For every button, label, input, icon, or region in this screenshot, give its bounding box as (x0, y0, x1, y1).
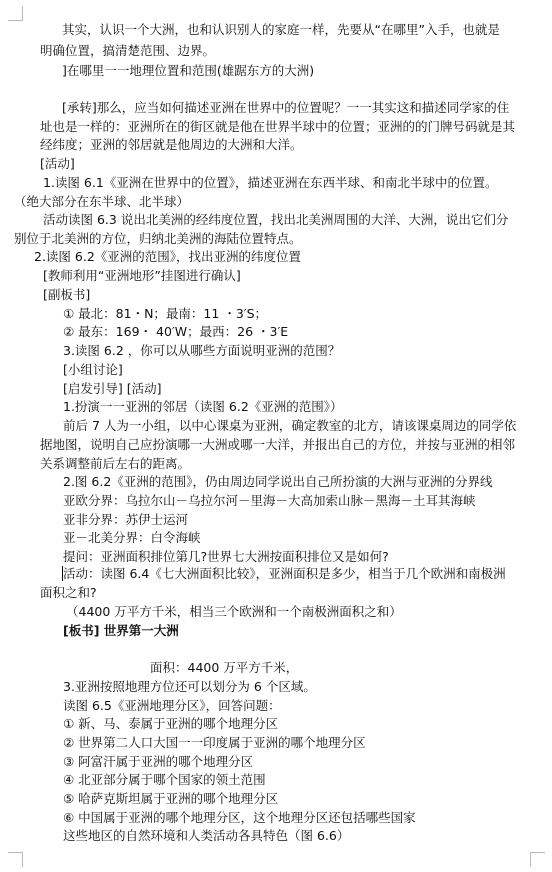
list-item: ① 新、马、泰属于亚洲的哪个地理分区 (63, 716, 279, 731)
text-line: 3.亚洲按照地理方位还可以划分为 6 个区域。 (63, 679, 316, 694)
text-line: [副板书] (43, 287, 91, 302)
list-item: ④ 北亚部分属于哪个国家的领土范围 (63, 772, 266, 787)
text-line: ① 最北：81・N；最南：11 ・3′S； (63, 306, 268, 321)
text-line: 亚欧分界：乌拉尔山－乌拉尔河－里海－大高加索山脉－黑海－土耳其海峡 (63, 493, 476, 508)
text-line: 别位于北美洲的方位，归纳北美洲的海陆位置特点。 (14, 231, 302, 246)
text-line: 2.读图 6.2《亚洲的范围》，找出亚洲的纬度位置 (34, 249, 302, 264)
text-line: 经纬度；亚洲的邻居就是他周边的大洲和大洋。 (40, 137, 303, 152)
list-item: ⑤ 哈萨克斯坦属于亚洲的哪个地理分区 (63, 791, 279, 806)
text-line: 关系调整前后左右的距离。 (40, 456, 191, 471)
text-line: 前后 7 人为一小组，以中心课桌为亚洲，确定教室的北方，请该课桌周边的同学依 (63, 418, 517, 433)
crop-mark-bottom-left (8, 852, 23, 867)
text-line: 其实，认识一个大洲，也和认识别人的家庭一样，先要从“在哪里”入手，也就是 (62, 22, 500, 37)
text-line: 亚非分界：苏伊士运河 (63, 512, 189, 527)
text-line: 活动读图 6.3 说出北美洲的经纬度位置，找出北美洲周围的大洋、大洲，说出它们分 (43, 212, 509, 227)
text-line: [承转]那么，应当如何描述亚洲在世界中的位置呢？一一其实这和描述同学家的住 (62, 100, 510, 115)
list-item: ② 世界第二人口大国一一印度属于亚洲的哪个地理分区 (63, 735, 366, 750)
list-item: ⑥ 中国属于亚洲的哪个地理分区，这个地理分区还包括哪些国家 (63, 810, 416, 825)
text-line: 2.图 6.2《亚洲的范围》，仍由周边同学说出自己所扮演的大洲与亚洲的分界线 (63, 474, 493, 489)
text-line: 3.读图 6.2 ，你可以从哪些方面说明亚洲的范围？ (63, 343, 341, 358)
crop-mark-bottom-right (530, 852, 545, 867)
text-line: （绝大部分在东半球、北半球） (14, 194, 190, 209)
text-line: 亚－北美分界：白令海峡 (63, 530, 201, 545)
text-line: [启发引导] [活动] (63, 381, 162, 396)
text-line: 据地图，说明自己应扮演哪一大洲或哪一大洋，并报出自己的方位，并按与亚洲的相邻 (40, 437, 516, 452)
board-heading: [板书] 世界第一大洲 (63, 623, 179, 638)
list-item: ③ 阿富汗属于亚洲的哪个地理分区 (63, 754, 254, 769)
text-line: [活动] (40, 156, 75, 171)
text-line: 明确位置，搞清楚范围、边界。 (40, 43, 216, 58)
text-line: 活动：读图 6.4《七大洲面积比较》，亚洲面积是多少，相当于几个欧洲和南极洲 (63, 566, 506, 581)
text-line: [教师利用“亚洲地形”挂图进行确认] (43, 268, 241, 283)
text-line: ]在哪里一一地理位置和范围(雄踞东方的大洲) (62, 63, 315, 78)
text-line: 这些地区的自然环境和人类活动各具特色（图 6.6） (63, 828, 350, 843)
text-line: （4400 万平方千米，相当三个欧洲和一个南极洲面积之和） (66, 604, 402, 619)
text-line: [小组讨论] (63, 362, 123, 377)
text-line: 址也是一样的：亚洲所在的街区就是他在世界半球中的位置；亚洲的的门牌号码就是其 (40, 119, 516, 134)
text-line: 1.读图 6.1《亚洲在世界中的位置》，描述亚洲在东西半球、和南北半球中的位置。 (43, 175, 498, 190)
text-line: 读图 6.5《亚洲地理分区》，回答问题： (63, 698, 281, 713)
text-line: 面积：4400 万平方千米， (150, 660, 299, 675)
text-line: 提问：亚洲面积排位第几?世界七大洲按面积排位又是如何? (63, 549, 389, 564)
text-line: 面积之和? (40, 585, 97, 600)
text-line: ② 最东：169・ 40′W；最西：26 ・3′E (63, 324, 289, 339)
crop-mark-top-left (8, 6, 23, 21)
text-line: 1.扮演一一亚洲的邻居（读图 6.2《亚洲的范围》） (63, 399, 343, 414)
